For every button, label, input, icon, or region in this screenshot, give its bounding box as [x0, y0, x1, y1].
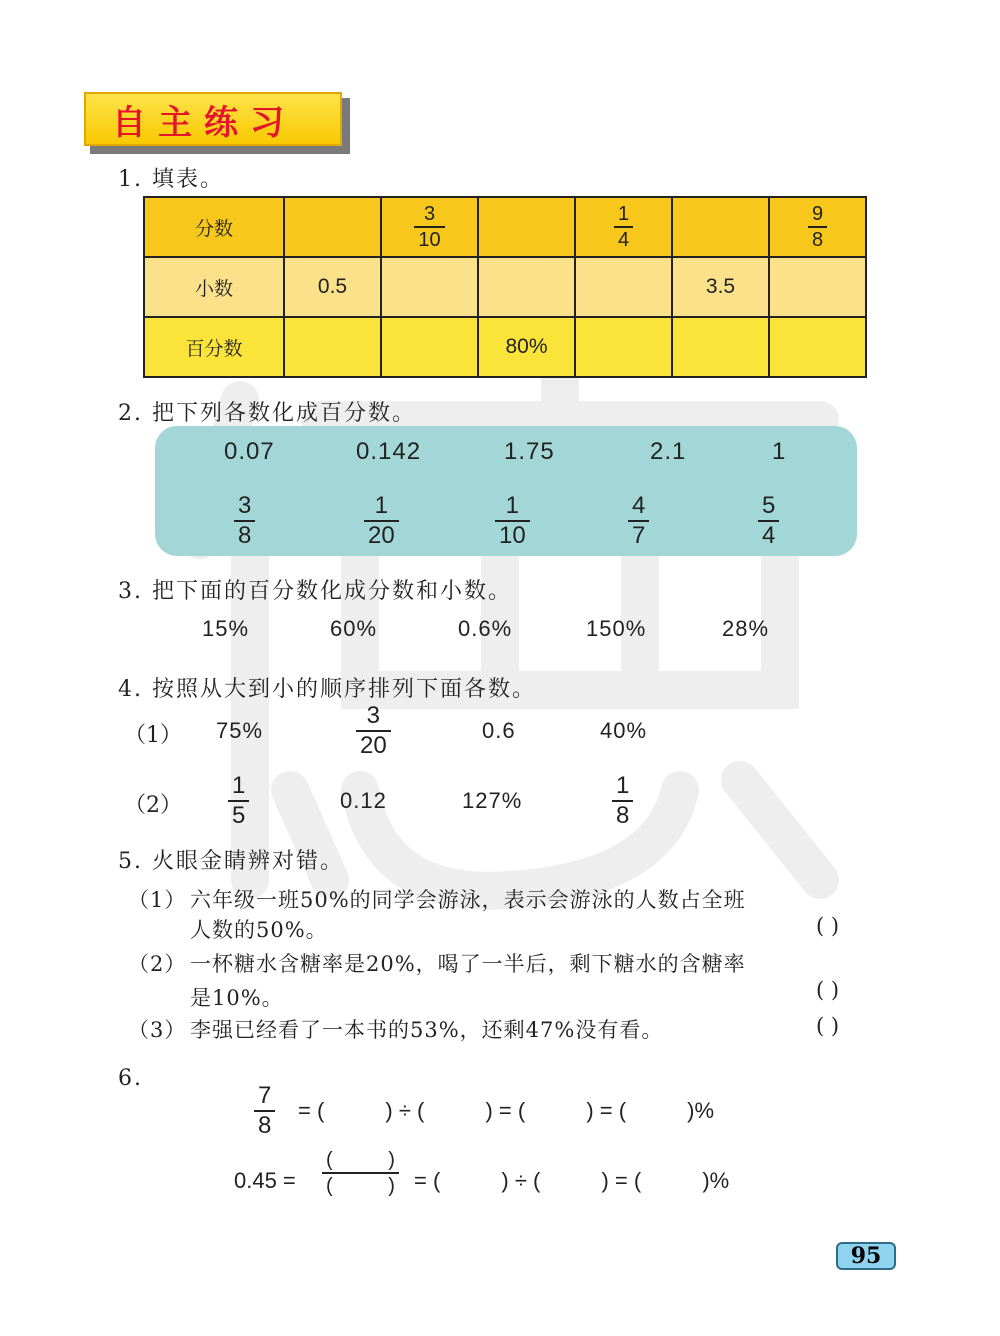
- table-cell[interactable]: [575, 317, 672, 377]
- q5-item-text: 李强已经看了一本书的53%，还剩47%没有看。: [190, 1018, 664, 1042]
- table-cell[interactable]: [478, 197, 575, 257]
- q4-value: 0.12: [340, 788, 387, 813]
- answer-paren[interactable]: ( ): [816, 1014, 840, 1038]
- q2-decimal: 0.07: [224, 438, 275, 465]
- q2-decimal: 1: [772, 438, 787, 465]
- fraction: $\frac{3}{10}$: [414, 204, 444, 250]
- q6-fraction: $\frac{7}{8}$: [254, 1084, 275, 1138]
- table-cell[interactable]: 0.5: [284, 257, 381, 317]
- q5-item-text: 人数的50%。: [190, 918, 328, 942]
- q5-item-text: 一杯糖水含糖率是20%，喝了一半后，剩下糖水的含糖率: [190, 952, 746, 976]
- fraction: $\frac{9}{8}$: [808, 204, 827, 250]
- q2-fraction: $\frac{1}{20}$: [364, 494, 399, 548]
- q4-fraction: $\frac{1}{8}$: [612, 774, 633, 828]
- table-cell[interactable]: [284, 317, 381, 377]
- q5-item-label: （1）: [128, 888, 187, 912]
- q3-percent: 15%: [202, 616, 250, 641]
- table-row-fraction: [144, 197, 866, 257]
- q2-fraction: $\frac{5}{4}$: [758, 494, 779, 548]
- q4-part-label: （2）: [124, 793, 182, 818]
- q3-percent: 0.6%: [458, 616, 513, 641]
- q4-fraction: $\frac{1}{5}$: [228, 774, 249, 828]
- section-banner: [84, 92, 342, 146]
- q5-item-text: 六年级一班50%的同学会游泳，表示会游泳的人数占全班: [190, 888, 746, 912]
- fraction: $\frac{1}{4}$: [614, 204, 633, 250]
- q2-decimal: 0.142: [356, 438, 422, 465]
- table-cell[interactable]: [478, 257, 575, 317]
- row-header-fraction: 分数: [144, 197, 284, 257]
- q5-item-label: （2）: [128, 952, 187, 976]
- answer-paren[interactable]: ( ): [816, 914, 840, 938]
- q4-value: 127%: [462, 788, 523, 813]
- table-cell[interactable]: [769, 257, 866, 317]
- answer-paren[interactable]: ( ): [816, 978, 840, 1002]
- q6-blank-fraction[interactable]: ( ) ( ): [322, 1150, 399, 1196]
- q3-percent: 28%: [722, 616, 770, 641]
- table-cell[interactable]: [575, 257, 672, 317]
- q4-value: 0.6: [482, 718, 516, 743]
- q3-title: 3. 把下面的百分数化成分数和小数。: [118, 579, 512, 604]
- q2-fraction: $\frac{4}{7}$: [628, 494, 649, 548]
- fill-table: [143, 196, 867, 378]
- q4-value: 40%: [600, 718, 648, 743]
- table-row-percent: [144, 317, 866, 377]
- q3-percent: 60%: [330, 616, 378, 641]
- q4-fraction: $\frac{3}{20}$: [356, 704, 391, 758]
- table-cell[interactable]: [381, 197, 478, 257]
- q4-part-label: （1）: [124, 723, 182, 748]
- table-cell[interactable]: [284, 197, 381, 257]
- table-cell[interactable]: [381, 257, 478, 317]
- q5-item-label: （3）: [128, 1018, 187, 1042]
- table-cell[interactable]: [769, 197, 866, 257]
- table-cell[interactable]: [769, 317, 866, 377]
- table-row-decimal: [144, 257, 866, 317]
- q5-title: 5. 火眼金睛辨对错。: [118, 849, 344, 874]
- row-header-decimal: 小数: [144, 257, 284, 317]
- q4-title: 4. 按照从大到小的顺序排列下面各数。: [118, 677, 536, 702]
- q6-title: 6.: [118, 1066, 143, 1091]
- q5-item-text: 是10%。: [190, 986, 284, 1010]
- page-number: 95: [836, 1242, 896, 1270]
- q2-title: 2. 把下列各数化成百分数。: [118, 401, 416, 426]
- q2-decimal: 2.1: [650, 438, 687, 465]
- table-cell[interactable]: [575, 197, 672, 257]
- q1-title: 1. 填表。: [118, 167, 224, 192]
- table-cell[interactable]: 80%: [478, 317, 575, 377]
- q2-fraction: $\frac{1}{10}$: [495, 494, 530, 548]
- table-cell[interactable]: [672, 197, 769, 257]
- q2-fraction: $\frac{3}{8}$: [234, 494, 255, 548]
- section-title: 自主练习: [112, 102, 296, 143]
- row-header-percent: 百分数: [144, 317, 284, 377]
- q6-lead-value: 0.45 =: [234, 1168, 296, 1193]
- table-cell[interactable]: [672, 317, 769, 377]
- q4-value: 75%: [216, 718, 264, 743]
- table-cell[interactable]: 3.5: [672, 257, 769, 317]
- q6-equation-2[interactable]: = ( ) ÷ ( ) = ( )%: [414, 1168, 730, 1193]
- q3-percent: 150%: [586, 616, 647, 641]
- q2-decimal: 1.75: [504, 438, 555, 465]
- table-cell[interactable]: [381, 317, 478, 377]
- q6-equation-1[interactable]: = ( ) ÷ ( ) = ( ) = ( )%: [298, 1098, 715, 1123]
